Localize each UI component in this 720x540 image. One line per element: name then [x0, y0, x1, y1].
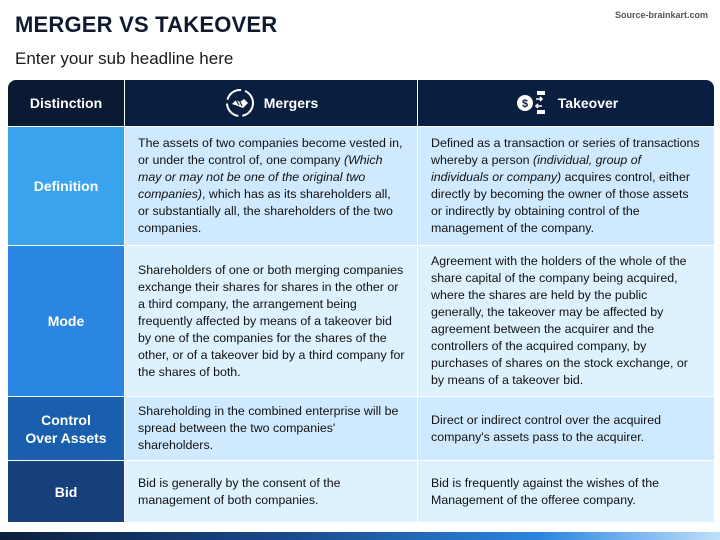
row-label-bid: Bid	[8, 461, 124, 522]
row-label-mode: Mode	[8, 246, 124, 396]
cell-mode-mergers: Shareholders of one or both merging companies exchange their shares for shares in the other or a third company, the arrangement being frequently affected by means of a takeover bid by one of the companies for the shares of the other, or of a takeover bid by a third company for the shares of both.	[125, 246, 417, 396]
svg-text:$: $	[521, 98, 528, 110]
page-title: MERGER VS TAKEOVER	[15, 12, 278, 37]
handshake-icon	[224, 87, 256, 119]
source-credit: Source-brainkart.com	[614, 10, 708, 20]
cell-control-takeover: Direct or indirect control over the acquired company's assets pass to the acquirer.	[418, 397, 714, 460]
bottom-accent-bar	[0, 532, 720, 540]
row-label-control-over-assets: Control Over Assets	[8, 397, 124, 460]
cell-definition-takeover: Defined as a transaction or series of transactions whereby a person (individual, group of individuals or company) acquires control, either directly by becoming the owner of those assets or indirectly by obtaining control of the management of the company.	[418, 127, 714, 245]
cell-definition-mergers: The assets of two companies become vested in, or under the control of, one company (Which may or may not be one of the original two companies), which has as its shareholders all, or substantially all, the shareholders of the two companies.	[125, 127, 417, 245]
cell-mode-takeover: Agreement with the holders of the whole of the share capital of the company being acquired, where the shares are held by the public generally, the takeover may be affected by agreement between the acquirer and the controllers of the acquired company, by purchases of shares on the stock exchange, or by means of a takeover bid.	[418, 246, 714, 396]
header-distinction	[8, 80, 124, 126]
page-subtitle: Enter your sub headline here	[15, 49, 234, 68]
cell-bid-takeover: Bid is frequently against the wishes of the Management of the offeree company.	[418, 461, 714, 522]
row-label-definition: Definition	[8, 127, 124, 245]
header-takeover-label: Takeover	[557, 95, 619, 111]
comparison-table	[8, 80, 714, 522]
header-mergers-label: Mergers	[263, 95, 319, 111]
header-mergers	[125, 80, 417, 126]
cell-bid-mergers: Bid is generally by the consent of the management of both companies.	[125, 461, 417, 522]
cell-control-mergers: Shareholding in the combined enterprise will be spread between the two companies' shareholders.	[125, 397, 417, 460]
header-takeover	[418, 80, 714, 126]
money-exchange-icon	[514, 87, 550, 119]
header-distinction-label: Distinction	[29, 95, 103, 111]
